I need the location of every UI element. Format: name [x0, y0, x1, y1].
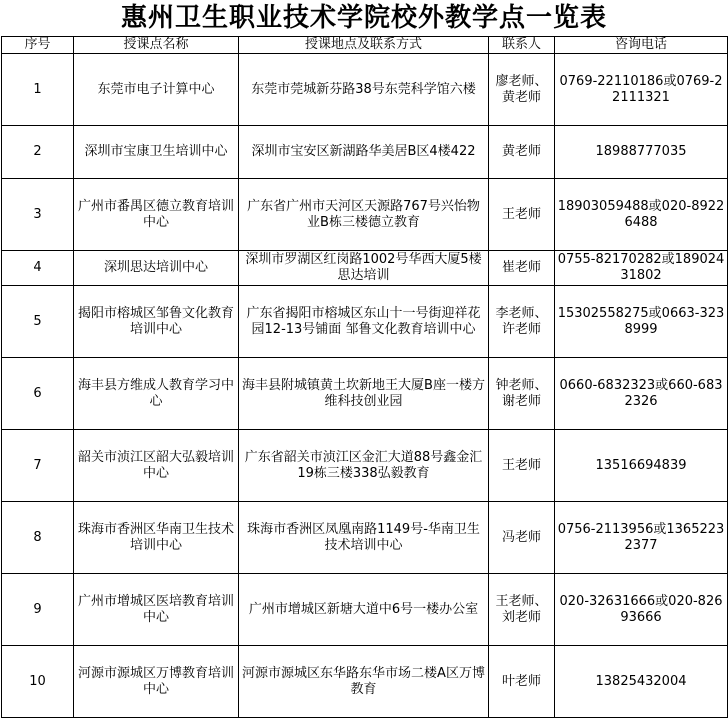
- row-contact: 叶老师: [489, 646, 555, 718]
- row-no: 8: [2, 502, 74, 574]
- row-contact: 王老师、刘老师: [489, 574, 555, 646]
- row-phone: 0755-82170282或18902431802: [555, 251, 728, 286]
- table-row: [2, 286, 728, 358]
- table-row: [2, 430, 728, 502]
- row-contact: 王老师: [489, 430, 555, 502]
- header-site-name: 授课点名称: [74, 37, 239, 54]
- row-address: 河源市源城区东华路东华市场二楼A区万博教育: [239, 646, 489, 718]
- row-address: 广东省揭阳市榕城区东山十一号街迎祥花园12-13号铺面 邹鲁文化教育培训中心: [239, 286, 489, 358]
- row-address: 广州市增城区新塘大道中6号一楼办公室: [239, 574, 489, 646]
- table-row: [2, 179, 728, 251]
- row-phone: 15302558275或0663-3238999: [555, 286, 728, 358]
- row-address: 珠海市香洲区凤凰南路1149号-华南卫生技术培训中心: [239, 502, 489, 574]
- teaching-sites-table: [1, 36, 728, 718]
- row-site-name: 东莞市电子计算中心: [74, 54, 239, 126]
- table-row: [2, 358, 728, 430]
- row-site-name: 揭阳市榕城区邹鲁文化教育培训中心: [74, 286, 239, 358]
- row-address: 东莞市莞城新芬路38号东莞科学馆六楼: [239, 54, 489, 126]
- row-phone: 18903059488或020-89226488: [555, 179, 728, 251]
- row-no: 1: [2, 54, 74, 126]
- row-contact: 王老师: [489, 179, 555, 251]
- header-no: 序号: [2, 37, 74, 54]
- table-row: [2, 126, 728, 179]
- row-no: 4: [2, 251, 74, 286]
- row-site-name: 广州市番禺区德立教育培训中心: [74, 179, 239, 251]
- row-phone: 18988777035: [555, 126, 728, 179]
- row-contact: 钟老师、谢老师: [489, 358, 555, 430]
- row-phone: 13825432004: [555, 646, 728, 718]
- row-contact: 廖老师、黄老师: [489, 54, 555, 126]
- header-address: 授课地点及联系方式: [239, 37, 489, 54]
- row-address: 深圳市罗湖区红岗路1002号华西大厦5楼 思达培训: [239, 251, 489, 286]
- row-no: 6: [2, 358, 74, 430]
- row-phone: 0660-6832323或660-6832326: [555, 358, 728, 430]
- row-site-name: 广州市增城区医培教育培训中心: [74, 574, 239, 646]
- row-contact: 冯老师: [489, 502, 555, 574]
- row-site-name: 河源市源城区万博教育培训中心: [74, 646, 239, 718]
- row-address: 深圳市宝安区新湖路华美居B区4楼422: [239, 126, 489, 179]
- row-no: 2: [2, 126, 74, 179]
- row-no: 9: [2, 574, 74, 646]
- row-phone: 13516694839: [555, 430, 728, 502]
- row-site-name: 海丰县方维成人教育学习中心: [74, 358, 239, 430]
- row-contact: 崔老师: [489, 251, 555, 286]
- page-title: 惠州卫生职业技术学院校外教学点一览表: [120, 3, 607, 33]
- row-phone: 0769-22110186或0769-22111321: [555, 54, 728, 126]
- row-phone: 020-32631666或020-82693666: [555, 574, 728, 646]
- row-site-name: 韶关市浈江区韶大弘毅培训中心: [74, 430, 239, 502]
- table-row: [2, 54, 728, 126]
- header-phone: 咨询电话: [555, 37, 728, 54]
- row-no: 10: [2, 646, 74, 718]
- table-row: [2, 502, 728, 574]
- row-address: 海丰县附城镇黄土坎新地王大厦B座一楼方维科技创业园: [239, 358, 489, 430]
- row-phone: 0756-2113956或13652232377: [555, 502, 728, 574]
- row-address: 广东省广州市天河区天源路767号兴怡物业B栋三楼德立教育: [239, 179, 489, 251]
- row-contact: 李老师、许老师: [489, 286, 555, 358]
- row-no: 3: [2, 179, 74, 251]
- row-no: 5: [2, 286, 74, 358]
- row-address: 广东省韶关市浈江区金汇大道88号鑫金汇19栋三楼338弘毅教育: [239, 430, 489, 502]
- row-no: 7: [2, 430, 74, 502]
- table-row: [2, 574, 728, 646]
- table-row: [2, 646, 728, 718]
- row-site-name: 深圳思达培训中心: [74, 251, 239, 286]
- header-contact: 联系人: [489, 37, 555, 54]
- table-header-row: [2, 37, 728, 54]
- row-site-name: 珠海市香洲区华南卫生技术培训中心: [74, 502, 239, 574]
- table-row: [2, 251, 728, 286]
- row-site-name: 深圳市宝康卫生培训中心: [74, 126, 239, 179]
- row-contact: 黄老师: [489, 126, 555, 179]
